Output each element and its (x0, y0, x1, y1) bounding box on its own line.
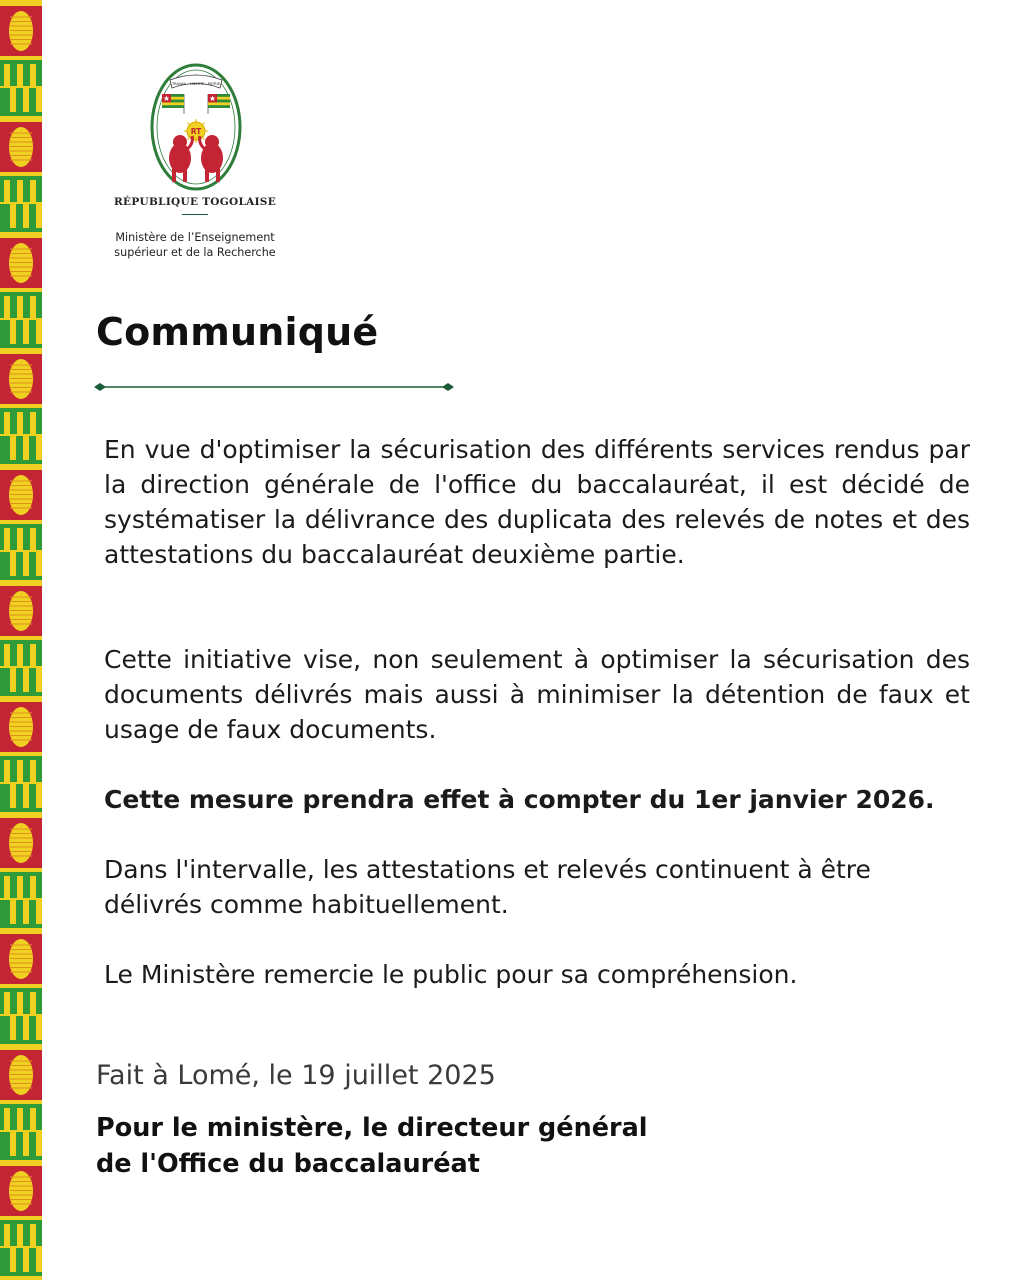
signature-block (96, 1110, 648, 1182)
document-title: Communiqué (96, 310, 379, 354)
paragraph-intro: En vue d'optimiser la sécurisation des différents services rendus par la direction générale de l'office du baccalauréat, il est décidé de systématiser la délivrance des duplicata des relevés de notes et des attestations du baccalauréat deuxième partie. (104, 435, 970, 569)
signature-line-1: Pour le ministère, le directeur général (96, 1113, 648, 1143)
country-name: RÉPUBLIQUE TOGOLAISE (113, 196, 276, 208)
paragraph-interim: Dans l'intervalle, les attestations et relevés continuent à être délivrés comme habituellement. (104, 855, 871, 919)
ministry-line-1: Ministère de l’Enseignement (115, 231, 275, 244)
decorative-border (0, 0, 42, 1280)
coat-of-arms-seal (150, 62, 242, 192)
title-divider (92, 380, 456, 394)
paragraph-thanks: Le Ministère remercie le public pour sa compréhension. (104, 960, 798, 989)
border-tile (0, 1276, 42, 1280)
paragraph-effective-date: Cette mesure prendra effet à compter du 1er janvier 2026. (104, 785, 935, 814)
ministry-name (90, 230, 300, 260)
seal-motto: TRAVAIL · LIBERTÉ · PATRIE (171, 82, 221, 86)
sun-emblem-icon (184, 119, 208, 143)
ministry-line-2: supérieur et de la Recherche (114, 246, 276, 259)
seal-emblem-text: RT (190, 127, 202, 136)
paragraph-initiative: Cette initiative vise, non seulement à optimiser la sécurisation des documents délivrés mais aussi à minimiser la détention de faux et usage de faux documents. (104, 645, 970, 744)
signature-line-2: de l'Office du baccalauréat (96, 1149, 480, 1179)
header-rule (182, 214, 208, 215)
place-and-date: Fait à Lomé, le 19 juillet 2025 (96, 1060, 496, 1091)
